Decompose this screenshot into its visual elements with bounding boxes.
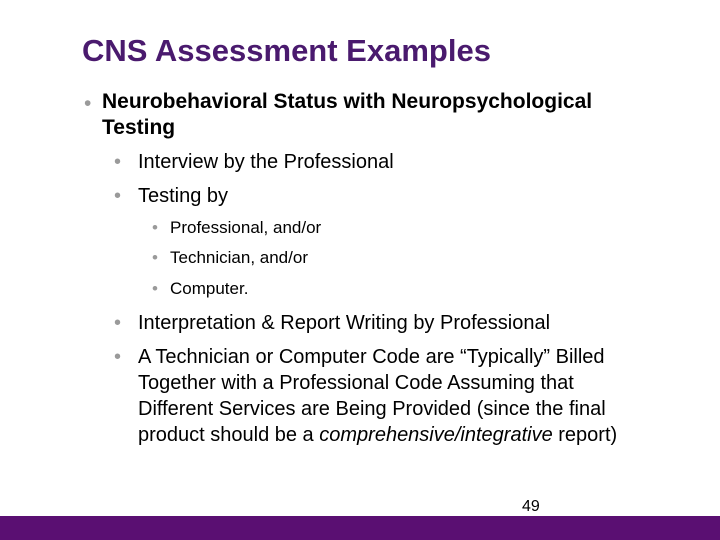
bullet-testing-by: Testing by [138,185,229,207]
bullet-billing-line2: Together with a Professional Code Assuming that [138,372,574,394]
bullet-interpretation: Interpretation & Report Writing by Professional [138,312,551,334]
billing-line4-prefix: product should be a [138,424,320,446]
bullet-marker: • [152,248,158,267]
slide-title: CNS Assessment Examples [82,33,491,68]
bullet-interview: Interview by the Professional [138,151,394,173]
bullet-marker: • [114,312,122,334]
page-number: 49 [522,498,540,515]
sub-bullet-professional: Professional, and/or [170,218,322,237]
bullet-marker: • [152,279,158,298]
bullet-marker: • [114,185,122,207]
footer-bar [0,516,720,540]
bullet-neurobehavioral-line2: Testing [102,116,176,139]
sub-bullet-technician: Technician, and/or [170,248,308,267]
bullet-marker: • [84,92,92,115]
bullet-marker: • [114,346,122,368]
billing-line4-emphasis: comprehensive/integrative [319,424,553,446]
bullet-marker: • [114,151,122,173]
bullet-billing-line3: Different Services are Being Provided (since the final [138,398,606,420]
sub-bullet-computer: Computer. [170,279,249,298]
billing-line4-suffix: report) [552,424,618,446]
bullet-neurobehavioral-line1: Neurobehavioral Status with Neuropsychological [102,90,593,113]
bullet-marker: • [152,218,158,237]
bullet-billing-line4 [138,422,617,448]
bullet-billing-line1: A Technician or Computer Code are “Typically” Billed [138,346,605,368]
